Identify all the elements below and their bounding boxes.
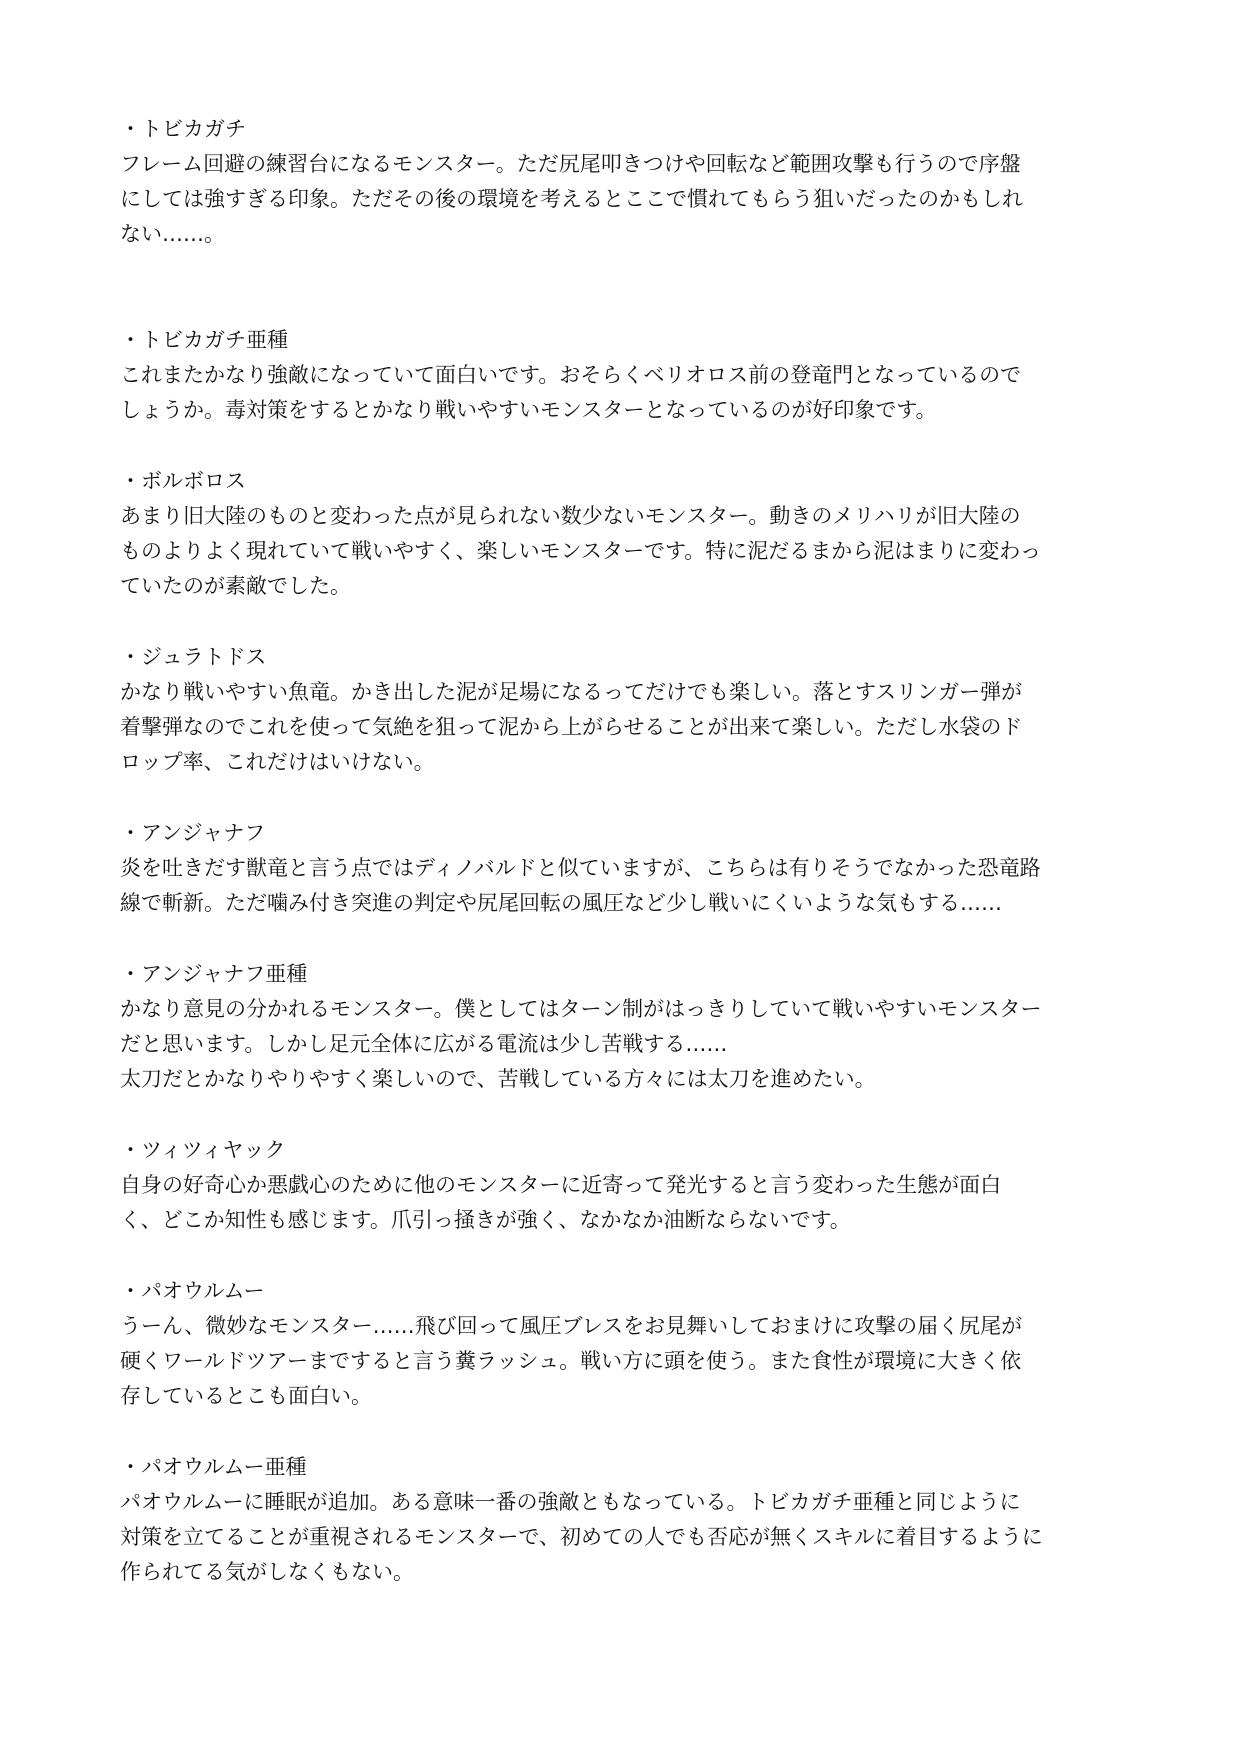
entry-line: かなり戦いやすい魚竜。かき出した泥が足場になるってだけでも楽しい。落とすスリンガー弾が	[120, 680, 1023, 704]
entry-line: だと思います。しかし足元全体に広がる電流は少し苦戦する……	[120, 1032, 728, 1056]
entry-title: ・アンジャナフ	[120, 821, 266, 845]
entry-jyuratodus	[120, 640, 1022, 780]
entry-line: ない……。	[120, 222, 225, 246]
entry-anjanath	[120, 816, 1041, 921]
entry-line: 存しているとこも面白い。	[120, 1384, 372, 1408]
entry-line: 着撃弾なのでこれを使って気絶を狙って泥から上がらせることが出来て楽しい。ただし水袋のド	[120, 715, 1023, 739]
entry-tobikagachi	[120, 112, 1023, 252]
entry-line: うーん、微妙なモンスター……飛び回って風圧ブレスをお見舞いしておまけに攻撃の届く尻尾が	[120, 1314, 1023, 1338]
entry-line: にしては強すぎる印象。ただその後の環境を考えるとここで慣れてもらう狙いだったのかもしれ	[120, 187, 1023, 211]
entry-line: 太刀だとかなりやりやすく楽しいので、苦戦している方々には太刀を進めたい。	[120, 1067, 876, 1091]
entry-title: ・トビカガチ	[120, 117, 246, 141]
entry-line: 自身の好奇心か悪戯心のために他のモンスターに近寄って発光すると言う変わった生態が面白	[120, 1173, 1002, 1197]
entry-line: あまり旧大陸のものと変わった点が見られない数少ないモンスター。動きのメリハリが旧大陸の	[120, 504, 1021, 528]
entry-title: ・パオウルムー	[120, 1279, 265, 1303]
entry-title: ・ツィツィヤック	[120, 1138, 286, 1162]
entry-line: 炎を吐きだす獣竜と言う点ではディノバルドと似ていますが、こちらは有りそうでなかった恐竜路	[120, 856, 1041, 880]
entry-paolumu	[120, 1274, 1022, 1414]
entry-title: ・パオウルムー亜種	[120, 1455, 307, 1479]
entry-line: 硬くワールドツアーまですると言う糞ラッシュ。戦い方に頭を使う。また食性が環境に大きく依	[120, 1349, 1022, 1373]
entry-line: かなり意見の分かれるモンスター。僕としてはターン制がはっきりしていて戦いやすいモンスター	[120, 997, 1042, 1021]
entry-line: これまたかなり強敵になっていて面白いです。おそらくベリオロス前の登竜門となっているので	[120, 363, 1022, 387]
entry-tzitziyaku	[120, 1133, 1001, 1238]
entry-paolumu-subspecies	[120, 1450, 1043, 1590]
entry-line: ていたのが素敵でした。	[120, 574, 351, 598]
entry-title: ・ジュラトドス	[120, 645, 267, 669]
entry-title: ・アンジャナフ亜種	[120, 962, 308, 986]
entry-line: く、どこか知性も感じます。爪引っ掻きが強く、なかなか油断ならないです。	[120, 1208, 851, 1232]
entry-anjanath-subspecies	[120, 957, 1041, 1097]
entry-line: 作られてる気がしなくもない。	[120, 1560, 414, 1584]
entry-barroth	[120, 464, 1041, 604]
entry-line: パオウルムーに睡眠が追加。ある意味一番の強敵ともなっている。トビカガチ亜種と同じように	[120, 1490, 1021, 1514]
entry-line: フレーム回避の練習台になるモンスター。ただ尻尾叩きつけや回転など範囲攻撃も行うので序盤	[120, 152, 1021, 176]
entry-line: ロップ率、これだけはいけない。	[120, 750, 435, 774]
entry-line: ものよりよく現れていて戦いやすく、楽しいモンスターです。特に泥だるまから泥はまりに変わっ	[120, 539, 1042, 563]
entry-tobikagachi-subspecies	[120, 323, 1021, 428]
entry-line: しょうか。毒対策をするとかなり戦いやすいモンスターとなっているのが好印象です。	[120, 398, 937, 422]
entry-title: ・ボルボロス	[120, 469, 246, 493]
entry-line: 線で斬新。ただ噛み付き突進の判定や尻尾回転の風圧など少し戦いにくいような気もする……	[120, 891, 1002, 915]
entry-title: ・トビカガチ亜種	[120, 328, 288, 352]
entry-line: 対策を立てることが重視されるモンスターで、初めての人でも否応が無くスキルに着目するように	[120, 1525, 1043, 1549]
